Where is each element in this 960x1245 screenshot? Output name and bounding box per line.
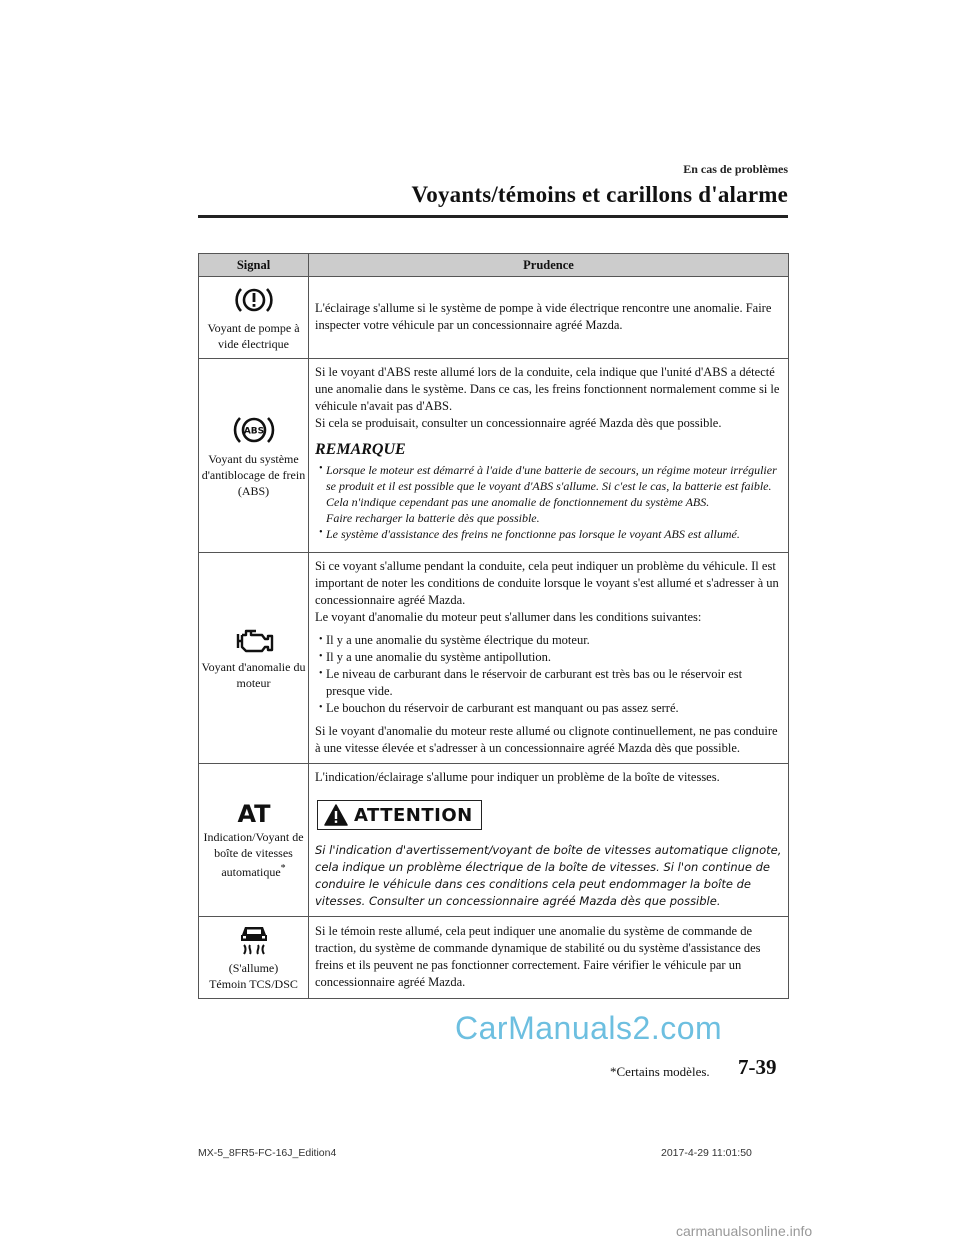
signal-table — [198, 253, 789, 999]
section-label: En cas de problèmes — [683, 162, 788, 176]
caution-cell — [309, 277, 789, 359]
list-item: • Le bouchon du réservoir de carburant est manquant ou pas assez serré. — [319, 700, 784, 717]
signal-cell — [199, 764, 309, 917]
tcs-dsc-icon — [236, 923, 272, 957]
list-item: • Le niveau de carburant dans le réservoir de carburant est très bas ou le réservoir est presque vide. — [319, 666, 784, 700]
signal-cell — [199, 359, 309, 553]
caution-cell — [309, 553, 789, 764]
title-rule — [198, 215, 788, 218]
signal-cell — [199, 553, 309, 764]
note-extra: Faire recharger la batterie dès que possible. — [326, 511, 540, 525]
header-signal: Signal — [199, 254, 309, 277]
note-item: • Lorsque le moteur est démarré à l'aide d'une batterie de secours, un régime moteur irrégulier se produit et il est possible que le voyant d'ABS s'allume. Si c'est le cas, la batterie est faible. Cela n'indique cependant pas une anomalie de fonctionnement du système ABS. Faire recharger la batterie dès que possible. — [319, 462, 784, 526]
list-item: • Il y a une anomalie du système électrique du moteur. — [319, 632, 784, 649]
caution-text: Si cela se produisait, consulter un concessionnaire agréé Mazda dès que possible. — [315, 416, 722, 430]
caution-text: Si le voyant d'anomalie du moteur reste allumé ou clignote continuellement, ne pas conduire à une vitesse élevée et s'adresser à un concessionnaire agréé Mazda dès que possible. — [315, 724, 778, 755]
caution-cell — [309, 359, 789, 553]
caution-text: L'éclairage s'allume si le système de pompe à vide électrique rencontre une anomalie. Faire inspecter votre véhicule par un concessionnaire agréé Mazda. — [315, 301, 772, 332]
table-row — [199, 359, 789, 553]
attention-label: ATTENTION — [317, 800, 482, 830]
at-icon-text: AT — [236, 800, 271, 826]
signal-cell — [199, 277, 309, 359]
page-title: Voyants/témoins et carillons d'alarme — [411, 182, 788, 207]
condition-list — [315, 632, 784, 717]
page-number: 7-39 — [738, 1055, 777, 1079]
caution-text: L'indication/éclairage s'allume pour indiquer un problème de la boîte de vitesses. — [315, 770, 720, 784]
footnote-mark: * — [280, 863, 286, 874]
note-item: • Le système d'assistance des freins ne fonctionne pas lorsque le voyant ABS est allumé. — [319, 526, 784, 542]
signal-caption: Voyant du système d'antiblocage de frein (ABS) — [201, 452, 306, 498]
abs-icon-text: ABS — [243, 426, 264, 437]
signal-caption: Voyant d'anomalie du moteur — [201, 659, 306, 690]
caution-cell — [309, 917, 789, 999]
note-title: REMARQUE — [315, 441, 406, 458]
abs-icon — [232, 412, 276, 448]
table-header-row — [199, 254, 789, 277]
caution-text: Si ce voyant s'allume pendant la conduite, cela peut indiquer un problème du véhicule. Il est important de noter les conditions de conduite lorsque le voyant s'est allumé et s'adresser à un concessionnaire agréé Mazda. — [315, 559, 779, 607]
watermark: CarManuals2.com — [455, 1010, 723, 1046]
at-icon — [234, 800, 274, 826]
signal-caption: Témoin TCS/DSC — [209, 977, 298, 991]
table-row — [199, 764, 789, 917]
signal-cell — [199, 917, 309, 999]
site-watermark: carmanualsonline.info — [676, 1223, 813, 1239]
header-caution: Prudence — [309, 254, 789, 277]
table-row — [199, 917, 789, 999]
caution-text: Le voyant d'anomalie du moteur peut s'allumer dans les conditions suivantes: — [315, 610, 702, 624]
check-engine-icon — [232, 626, 276, 656]
list-item: • Il y a une anomalie du système antipollution. — [319, 649, 784, 666]
caution-text: Si le témoin reste allumé, cela peut indiquer une anomalie du système de commande de traction, du système de commande dynamique de stabilité ou du système d'assistance des freins et ils peuvent ne pas fonctionner correctement. Faire vérifier le véhicule par un concessionnaire agréé Mazda. — [315, 924, 761, 989]
signal-caption: Indication/Voyant de boîte de vitesses automatique* — [203, 830, 304, 879]
footnote: *Certains modèles. — [610, 1064, 710, 1079]
note-list — [315, 462, 784, 542]
signal-caption: Voyant de pompe à vide électrique — [207, 321, 300, 351]
table-row — [199, 553, 789, 764]
signal-caption: (S'allume) — [228, 961, 279, 975]
exclamation-circle-icon — [234, 283, 274, 317]
warning-triangle-icon — [324, 804, 348, 826]
attention-text: Si l'indication d'avertissement/voyant de boîte de vitesses automatique clignote, cela indique un problème électrique de la boîte de vitesses. Si l'on continue de conduire le véhicule dans ces conditions cela peut endommager la boîte de vitesses. Consulter un concessionnaire agréé Mazda dès que possible. — [315, 843, 782, 908]
doc-id: MX-5_8FR5-FC-16J_Edition4 — [198, 1147, 337, 1159]
doc-date: 2017-4-29 11:01:50 — [661, 1147, 752, 1159]
caution-text: Si le voyant d'ABS reste allumé lors de la conduite, cela indique que l'unité d'ABS a détecté une anomalie dans le système. Dans ce cas, les freins fonctionnent normalement comme si le véhicule n'avait pas d'ABS. — [315, 365, 780, 413]
table-row — [199, 277, 789, 359]
caution-cell — [309, 764, 789, 917]
